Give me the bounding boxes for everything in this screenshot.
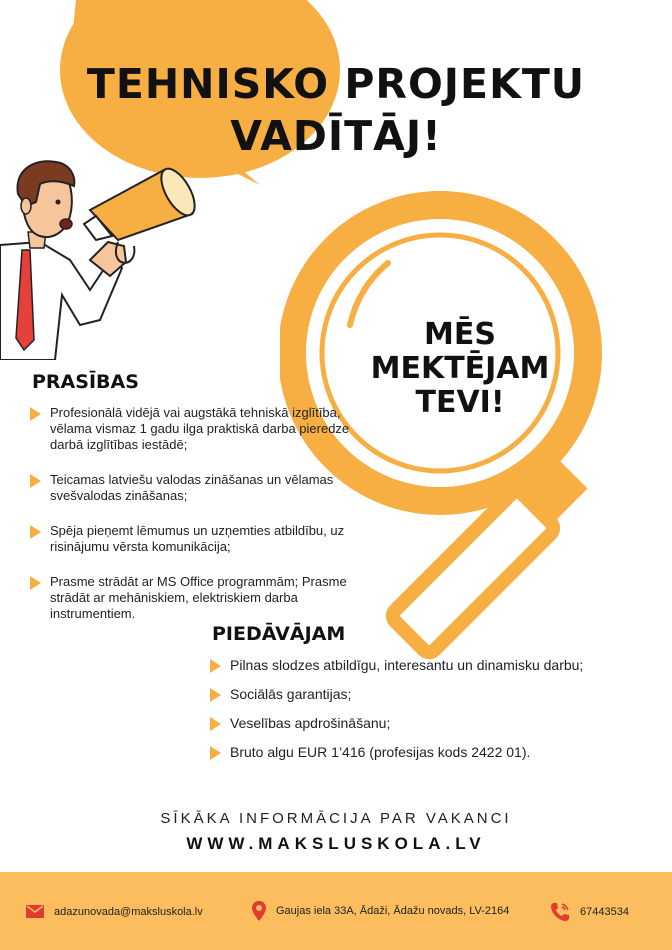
email-text: adazunovada@maksluskola.lv <box>54 905 203 918</box>
title-line-1: TEHNISKO PROJEKTU <box>86 60 586 108</box>
offer-list <box>210 657 660 773</box>
requirement-text: Teicamas latviešu valodas zināšanas un vēlamas svešvalodas zināšanas; <box>50 472 334 503</box>
map-pin-icon <box>252 901 266 921</box>
address-text: Gaujas iela 33A, Ādaži, Ādažu novads, LV-2164 <box>276 905 510 917</box>
contact-footer <box>0 872 672 950</box>
offer-text: Bruto algu EUR 1’416 (profesijas kods 2422 01). <box>230 744 531 760</box>
list-item <box>30 405 350 453</box>
seek-line-1: MĒS <box>424 317 496 352</box>
triangle-bullet-icon <box>30 407 41 421</box>
page-title <box>0 58 672 162</box>
seek-line-2: MEKTĒJAM <box>370 351 550 386</box>
list-item <box>210 744 660 760</box>
envelope-icon <box>26 905 44 918</box>
phone-contact[interactable] <box>550 902 629 922</box>
title-line-2: VADĪTĀJ! <box>230 112 442 160</box>
requirement-text: Spēja pieņemt lēmumus un uzņemties atbildību, uz risinājumu vērsta komunikācija; <box>50 523 345 554</box>
triangle-bullet-icon <box>210 717 221 731</box>
seek-message <box>330 318 590 420</box>
website-link[interactable]: WWW.MAKSLUSKOLA.LV <box>186 834 486 853</box>
triangle-bullet-icon <box>210 659 221 673</box>
list-item <box>30 574 350 622</box>
triangle-bullet-icon <box>210 746 221 760</box>
triangle-bullet-icon <box>210 688 221 702</box>
triangle-bullet-icon <box>30 474 41 488</box>
list-item <box>30 523 350 555</box>
triangle-bullet-icon <box>30 576 41 590</box>
list-item <box>210 715 660 731</box>
requirement-text: Profesionālā vidējā vai augstākā tehniskā izglītība, vēlama vismaz 1 gadu ilga praktiskā darba pieredze darbā izglītības iestādē; <box>50 405 350 452</box>
seek-line-3: TEVI! <box>415 385 505 420</box>
requirements-title: PRASĪBAS <box>32 371 139 393</box>
man-with-megaphone-illustration <box>0 150 200 360</box>
list-item <box>210 686 660 702</box>
offer-text: Pilnas slodzes atbildīgu, interesantu un dinamisku darbu; <box>230 657 584 673</box>
info-heading: SĪKĀKA INFORMĀCIJA PAR VAKANCI <box>160 810 512 827</box>
offer-title: PIEDĀVĀJAM <box>212 623 346 645</box>
requirement-text: Prasme strādāt ar MS Office programmām; Prasme strādāt ar mehāniskiem, elektriskiem darba instrumentiem. <box>50 574 347 621</box>
offer-text: Sociālās garantijas; <box>230 686 352 702</box>
phone-text: 67443534 <box>580 906 629 918</box>
offer-text: Veselības apdrošināšanu; <box>230 715 391 731</box>
email-contact[interactable] <box>26 905 203 918</box>
list-item <box>30 472 350 504</box>
list-item <box>210 657 660 673</box>
address-contact <box>252 901 509 921</box>
triangle-bullet-icon <box>30 525 41 539</box>
requirements-list <box>30 405 350 641</box>
phone-icon <box>550 902 570 922</box>
